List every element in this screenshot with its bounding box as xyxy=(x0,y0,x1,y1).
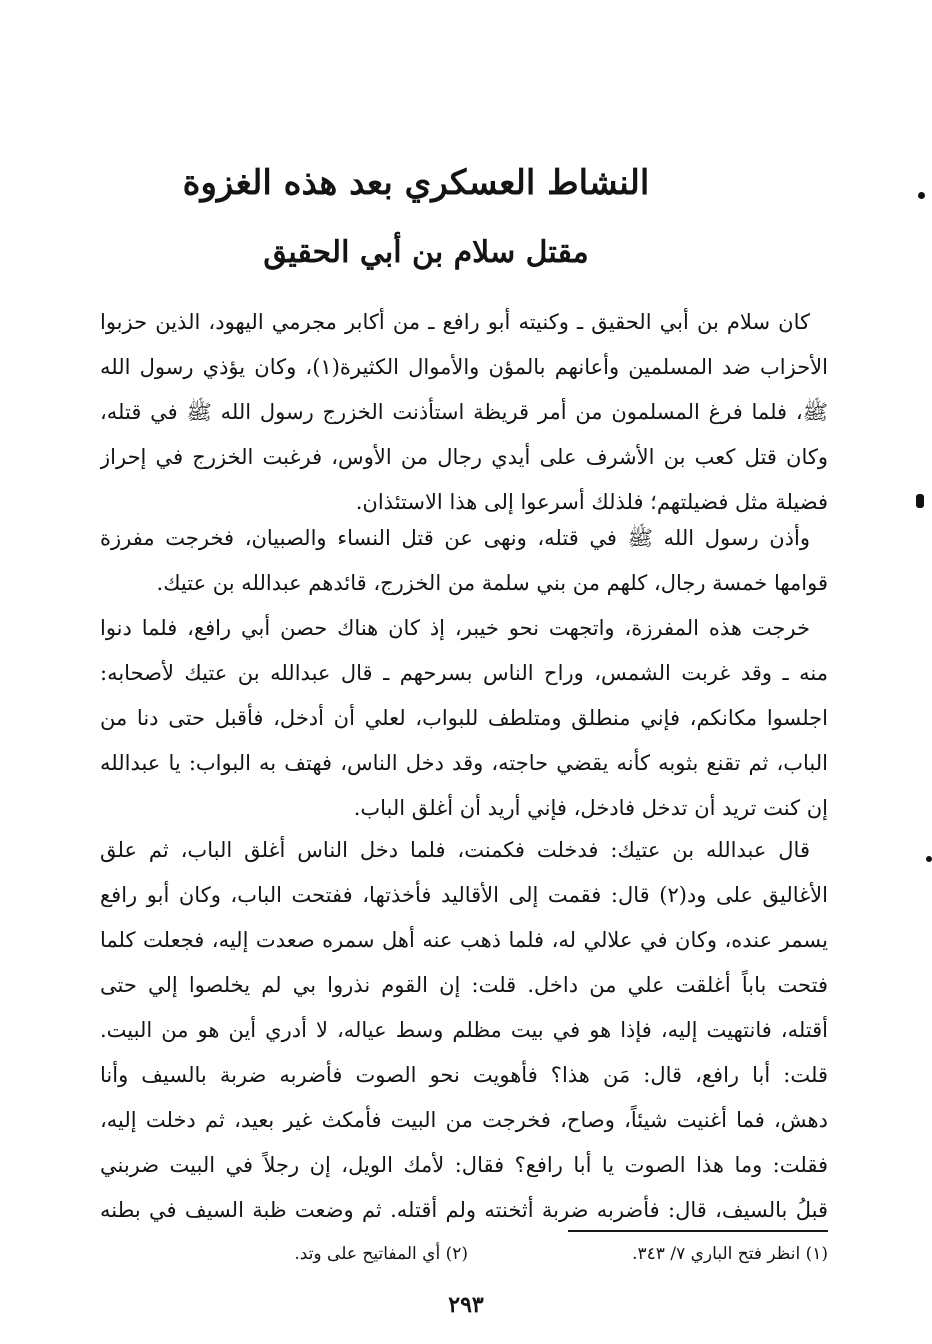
text-line: اجلسوا مكانكم، فإني منطلق ومتلطف للبواب، لعلي أن أدخل، فأقبل حتى دنا من xyxy=(100,706,828,730)
footnote-1: (١) انظر فتح الباري ٧/ ٣٤٣. xyxy=(632,1244,828,1264)
text-line: قلت: أبا رافع، قال: مَن هذا؟ فأهويت نحو الصوت فأضربه ضربة بالسيف وأنا xyxy=(100,1063,828,1087)
text-line: فقلت: وما هذا الصوت يا أبا رافع؟ فقال: لأمك الويل، إن رجلاً في البيت ضربني xyxy=(100,1153,828,1177)
text-line: فضيلة مثل فضيلتهم؛ فلذلك أسرعوا إلى هذا الاستئذان. xyxy=(355,490,828,514)
text-line: وأذن رسول الله ﷺ في قتله، ونهى عن قتل النساء والصبيان، فخرجت مفرزة xyxy=(100,526,810,550)
text-line: دهش، فما أغنيت شيئاً، وصاح، فخرجت من البيت فأمكث غير بعيد، ثم دخلت إليه، xyxy=(100,1108,828,1132)
text-line: قال عبدالله بن عتيك: فدخلت فكمنت، فلما دخل الناس أغلق الباب، ثم علق xyxy=(100,838,810,862)
footnote-2: (٢) أي المفاتيح على وتد. xyxy=(294,1244,468,1264)
text-line: ﷺ، فلما فرغ المسلمون من أمر قريظة استأذنت الخزرج رسول الله ﷺ في قتله، xyxy=(100,400,828,424)
text-line: أقتله، فانتهيت إليه، فإذا هو في بيت مظلم وسط عياله، لا أدري أين هو من البيت. xyxy=(100,1018,828,1042)
scan-speck xyxy=(916,494,924,508)
text-line: منه ـ وقد غربت الشمس، وراح الناس بسرحهم ـ قال عبدالله بن عتيك لأصحابه: xyxy=(100,661,828,685)
text-line: خرجت هذه المفرزة، واتجهت نحو خيبر، إذ كان هناك حصن أبي رافع، فلما دنوا xyxy=(100,616,810,640)
text-line: إن كنت تريد أن تدخل فادخل، فإني أريد أن أغلق الباب. xyxy=(353,796,828,820)
text-line: كان سلام بن أبي الحقيق ـ وكنيته أبو رافع ـ من أكابر مجرمي اليهود، الذين حزبوا xyxy=(100,310,810,334)
text-line: الأحزاب ضد المسلمين وأعانهم بالمؤن والأموال الكثيرة(١)، وكان يؤذي رسول الله xyxy=(100,355,828,379)
text-line: وكان قتل كعب بن الأشرف على أيدي رجال من الأوس، فرغبت الخزرج في إحراز xyxy=(100,445,828,469)
text-line: الأغاليق على ود(٢) قال: فقمت إلى الأقاليد فأخذتها، ففتحت الباب، وكان أبو رافع xyxy=(100,883,828,907)
footnote-divider xyxy=(568,1230,828,1232)
text-line: فتحت باباً أغلقت علي من داخل. قلت: إن القوم نذروا بي لم يخلصوا إلي حتى xyxy=(100,973,828,997)
text-line: يسمر عنده، وكان في علالي له، فلما ذهب عنه أهل سمره صعدت إليه، فجعلت كلما xyxy=(100,928,828,952)
text-line: الباب، ثم تقنع بثوبه كأنه يقضي حاجته، وقد دخل الناس، فهتف به البواب: يا عبدالله xyxy=(100,751,828,775)
text-line: قوامها خمسة رجال، كلهم من بني سلمة من الخزرج، قائدهم عبدالله بن عتيك. xyxy=(156,571,828,595)
scan-speck xyxy=(918,192,925,199)
section-subtitle: مقتل سلام بن أبي الحقيق xyxy=(263,235,589,270)
chapter-title: النشاط العسكري بعد هذه الغزوة xyxy=(182,163,650,203)
page-number: ٢٩٣ xyxy=(448,1292,484,1318)
footnotes xyxy=(120,1234,828,1274)
scan-speck xyxy=(926,856,932,862)
text-line: قبلُ بالسيف، قال: فأضربه ضربة أثخنته ولم أقتله. ثم وضعت ظبة السيف في بطنه xyxy=(100,1198,828,1222)
